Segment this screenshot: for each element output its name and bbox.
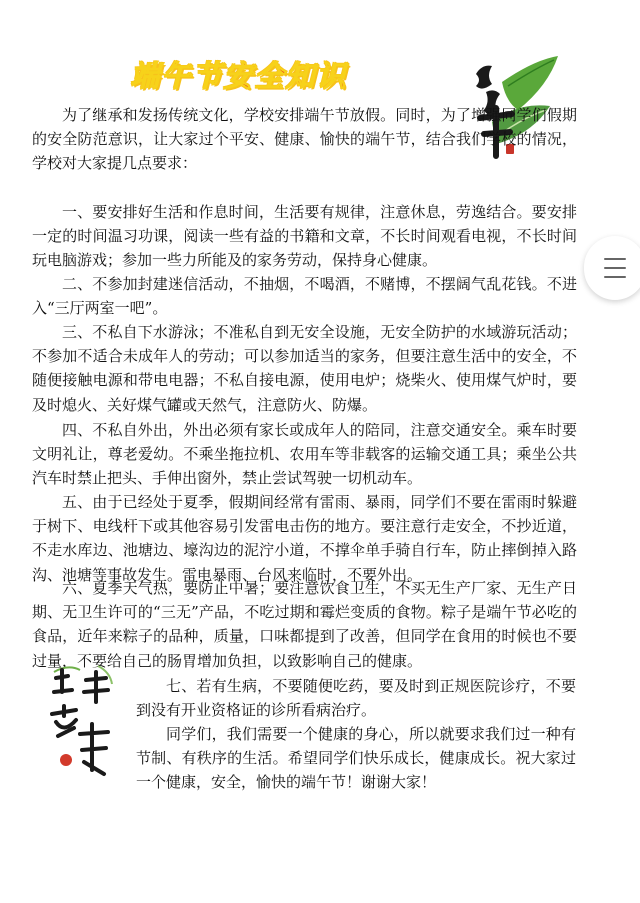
rule-1-paragraph: 一、要安排好生活和作息时间，生活要有规律，注意休息，劳逸结合。要安排一定的时间温习功课，阅读一些有益的书籍和文章，不长时间观看电视，不长时间玩电脑游戏；参加一些力所能及的家务劳动，保持身心健康。 [32,203,577,270]
rule-6-paragraph: 六、夏季天气热，要防止中暑；要注意饮食卫生，不买无生产厂家、无生产日期、无卫生许可的“三无”产品，不吃过期和霉烂变质的食物。粽子是端午节必吃的食品，近年来粽子的品种，质量，口味都提到了改善，但同学在食用的时候也不要过量，不要给自己的肠胃增加负担，以致影响自己的健康。 [32,579,577,670]
rule-4-paragraph: 四、不私自外出，外出必须有家长或成年人的陪同，注意交通安全。乘车时要文明礼让，尊老爱幼。不乘坐拖拉机、农用车等非载客的运输交通工具；乘坐公共汽车时禁止把头、手伸出窗外，禁止尝试驾驶一切机动车。 [32,421,577,488]
page-title: 端午节安全知识 [130,59,348,93]
rule-2-paragraph: 二、不参加封建迷信活动，不抽烟，不喝酒，不赌博，不摆阔气乱花钱。不进入“三厅两室一吧”。 [32,275,577,318]
duanwu-ankang-calligraphy-icon [46,662,116,782]
rule-7-paragraph: 七、若有生病，不要随便吃药，要及时到正规医院诊疗，不要到没有开业资格证的诊所看病治疗。 [136,677,576,720]
closing-paragraph: 同学们，我们需要一个健康的身心，所以就要求我们过一种有节制、有秩序的生活。希望同学们快乐成长，健康成长。祝大家过一个健康，安全，愉快的端午节！谢谢大家！ [136,725,576,792]
rule-3-paragraph: 三、不私自下水游泳；不准私自到无安全设施，无安全防护的水域游玩活动；不参加不适合未成年人的劳动；可以参加适当的家务，但要注意生活中的安全，不随便接触电源和带电电器；不私自接电源，使用电炉；烧柴火、使用煤气炉时，要及时熄火、关好煤气罐或天然气，注意防火、防爆。 [32,323,577,414]
menu-button[interactable] [584,236,640,300]
intro-paragraph: 为了继承和发扬传统文化，学校安排端午节放假。同时，为了增强同学们假期的安全防范意识，让大家过个平安、健康、愉快的端午节，结合我们学校的情况，学校对大家提几点要求： [32,106,577,173]
rule-5-paragraph: 五、由于已经处于夏季，假期间经常有雷雨、暴雨，同学们不要在雷雨时躲避于树下、电线杆下或其他容易引发雷电击伤的地方。要注意行走安全，不抄近道，不走水库边、池塘边、壕沟边的泥泞小道，不撑伞单手骑自行车，防止摔倒掉入路沟、池塘等事故发生。雷电暴雨、台风来临时，不要外出。 [32,493,577,584]
